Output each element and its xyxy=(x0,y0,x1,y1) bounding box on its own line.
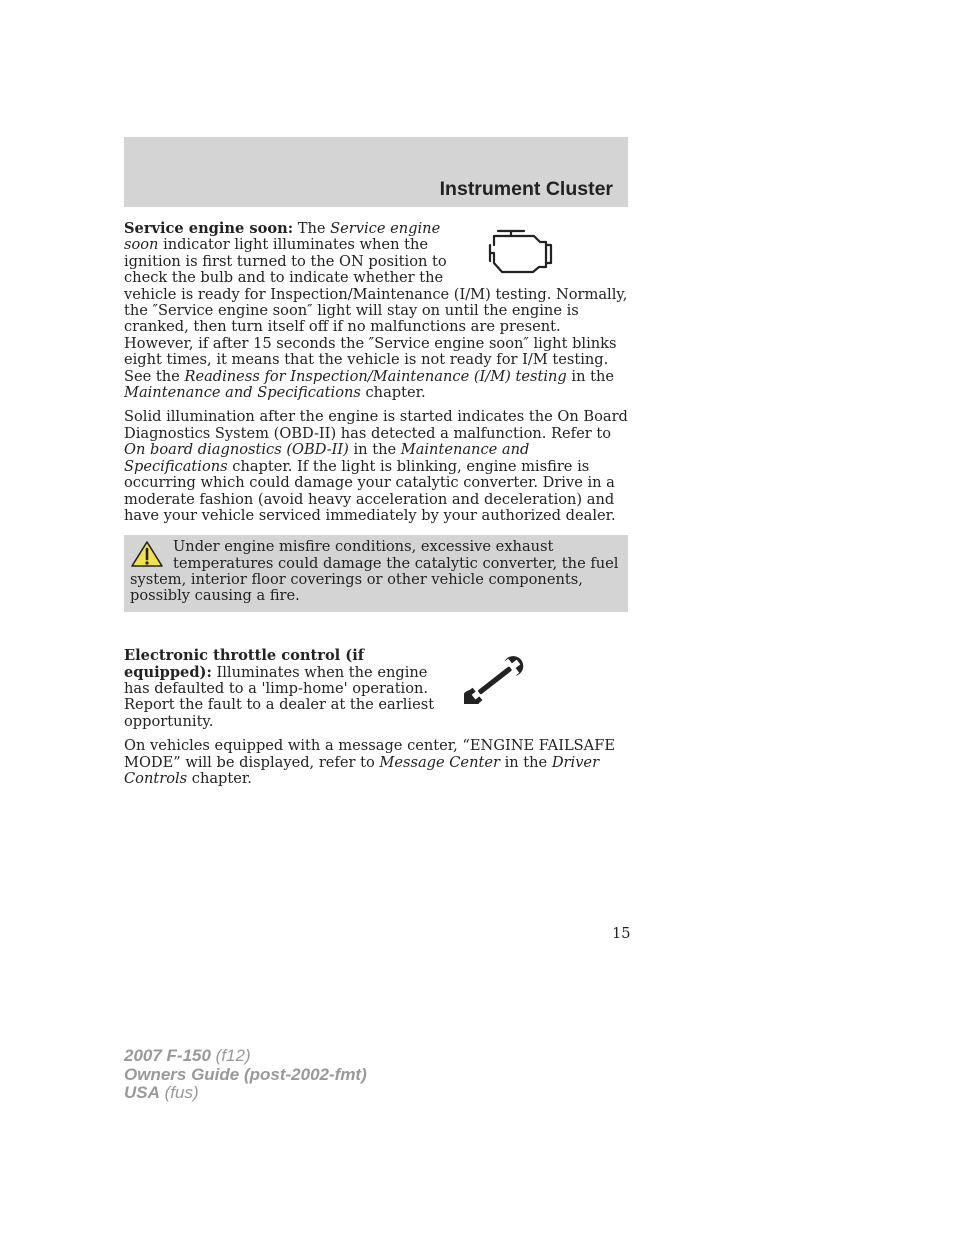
footer-code: (f12) xyxy=(210,1046,251,1065)
service-engine-heading: Service engine soon: xyxy=(124,220,294,237)
footer-market-code: (fus) xyxy=(159,1083,199,1102)
throttle-heading: Electronic throttle control (if equipped): xyxy=(124,647,365,681)
footer-market: USA xyxy=(124,1083,160,1102)
obd-paragraph xyxy=(124,409,628,524)
check-engine-icon xyxy=(482,223,558,279)
text-run: in the xyxy=(348,441,401,459)
text-run: On vehicles equipped with a message center, “ENGINE FAILSAFE MODE” will be displayed, refer to xyxy=(124,737,615,771)
service-engine-paragraph xyxy=(124,221,628,401)
text-run: indicator light illuminates when the ignition is first turned to the ON position to check the bulb and to indicate whether the vehicle is ready for Inspection/Maintenance (I/M) testing. Normally, the ″Service engine soon″ light will stay on until the engine is cranked, then turn itself off if no malfunctions are present. However, if after 15 seconds the ″Service engine soon″ light blinks eight times, it means that the vehicle is not ready for I/M testing. See the xyxy=(124,236,628,385)
throttle-paragraph xyxy=(124,648,628,730)
italic-run: Readiness for Inspection/Maintenance (I/M) testing xyxy=(184,367,567,385)
footer-line-1 xyxy=(124,1047,367,1066)
wrench-icon xyxy=(464,652,532,704)
warning-triangle-icon xyxy=(130,539,164,569)
section-spacer xyxy=(124,612,628,648)
italic-run: Message Center xyxy=(379,753,500,771)
footer-guide: Owners Guide (post-2002-fmt) xyxy=(124,1064,367,1084)
footer-line-3 xyxy=(124,1084,367,1103)
text-run: Solid illumination after the engine is started indicates the On Board Diagnostics System (OBD-II) has detected a malfunction. Refer to xyxy=(124,408,628,442)
document-footer xyxy=(124,1047,367,1103)
failsafe-paragraph xyxy=(124,738,628,787)
page-number: 15 xyxy=(612,925,631,942)
footer-line-2 xyxy=(124,1066,367,1085)
page-header xyxy=(124,137,628,207)
page-title: Instrument Cluster xyxy=(439,178,613,200)
text-run: chapter. xyxy=(187,769,252,787)
italic-run: Service engine soon xyxy=(124,220,441,254)
warning-box xyxy=(124,535,628,612)
italic-run: On board diagnostics (OBD-II) xyxy=(124,441,349,459)
text-run: in the xyxy=(499,753,552,771)
text-run: chapter. If the light is blinking, engine misfire is occurring which could damage your catalytic converter. Drive in a moderate fashion (avoid heavy acceleration and deceleration) and have your vehicle serviced immediately by your authorized dealer. xyxy=(124,457,616,524)
text-run: The xyxy=(293,220,331,237)
page-content xyxy=(124,221,628,795)
warning-text: Under engine misfire conditions, excessive exhaust temperatures could damage the catalytic converter, the fuel system, interior floor coverings or other vehicle components, possibly causing a fire. xyxy=(130,538,619,604)
italic-run: Maintenance and Specifications xyxy=(124,384,361,402)
italic-run: Maintenance and Specifications xyxy=(124,441,530,475)
footer-model: 2007 F-150 xyxy=(124,1046,211,1065)
text-run: in the xyxy=(566,367,615,385)
text-run: chapter. xyxy=(360,384,426,402)
text-run: Illuminates when the engine has defaulted to a 'limp-home' operation. Report the fault to a dealer at the earliest opportunity. xyxy=(124,663,435,730)
italic-run: Driver Controls xyxy=(124,753,600,787)
